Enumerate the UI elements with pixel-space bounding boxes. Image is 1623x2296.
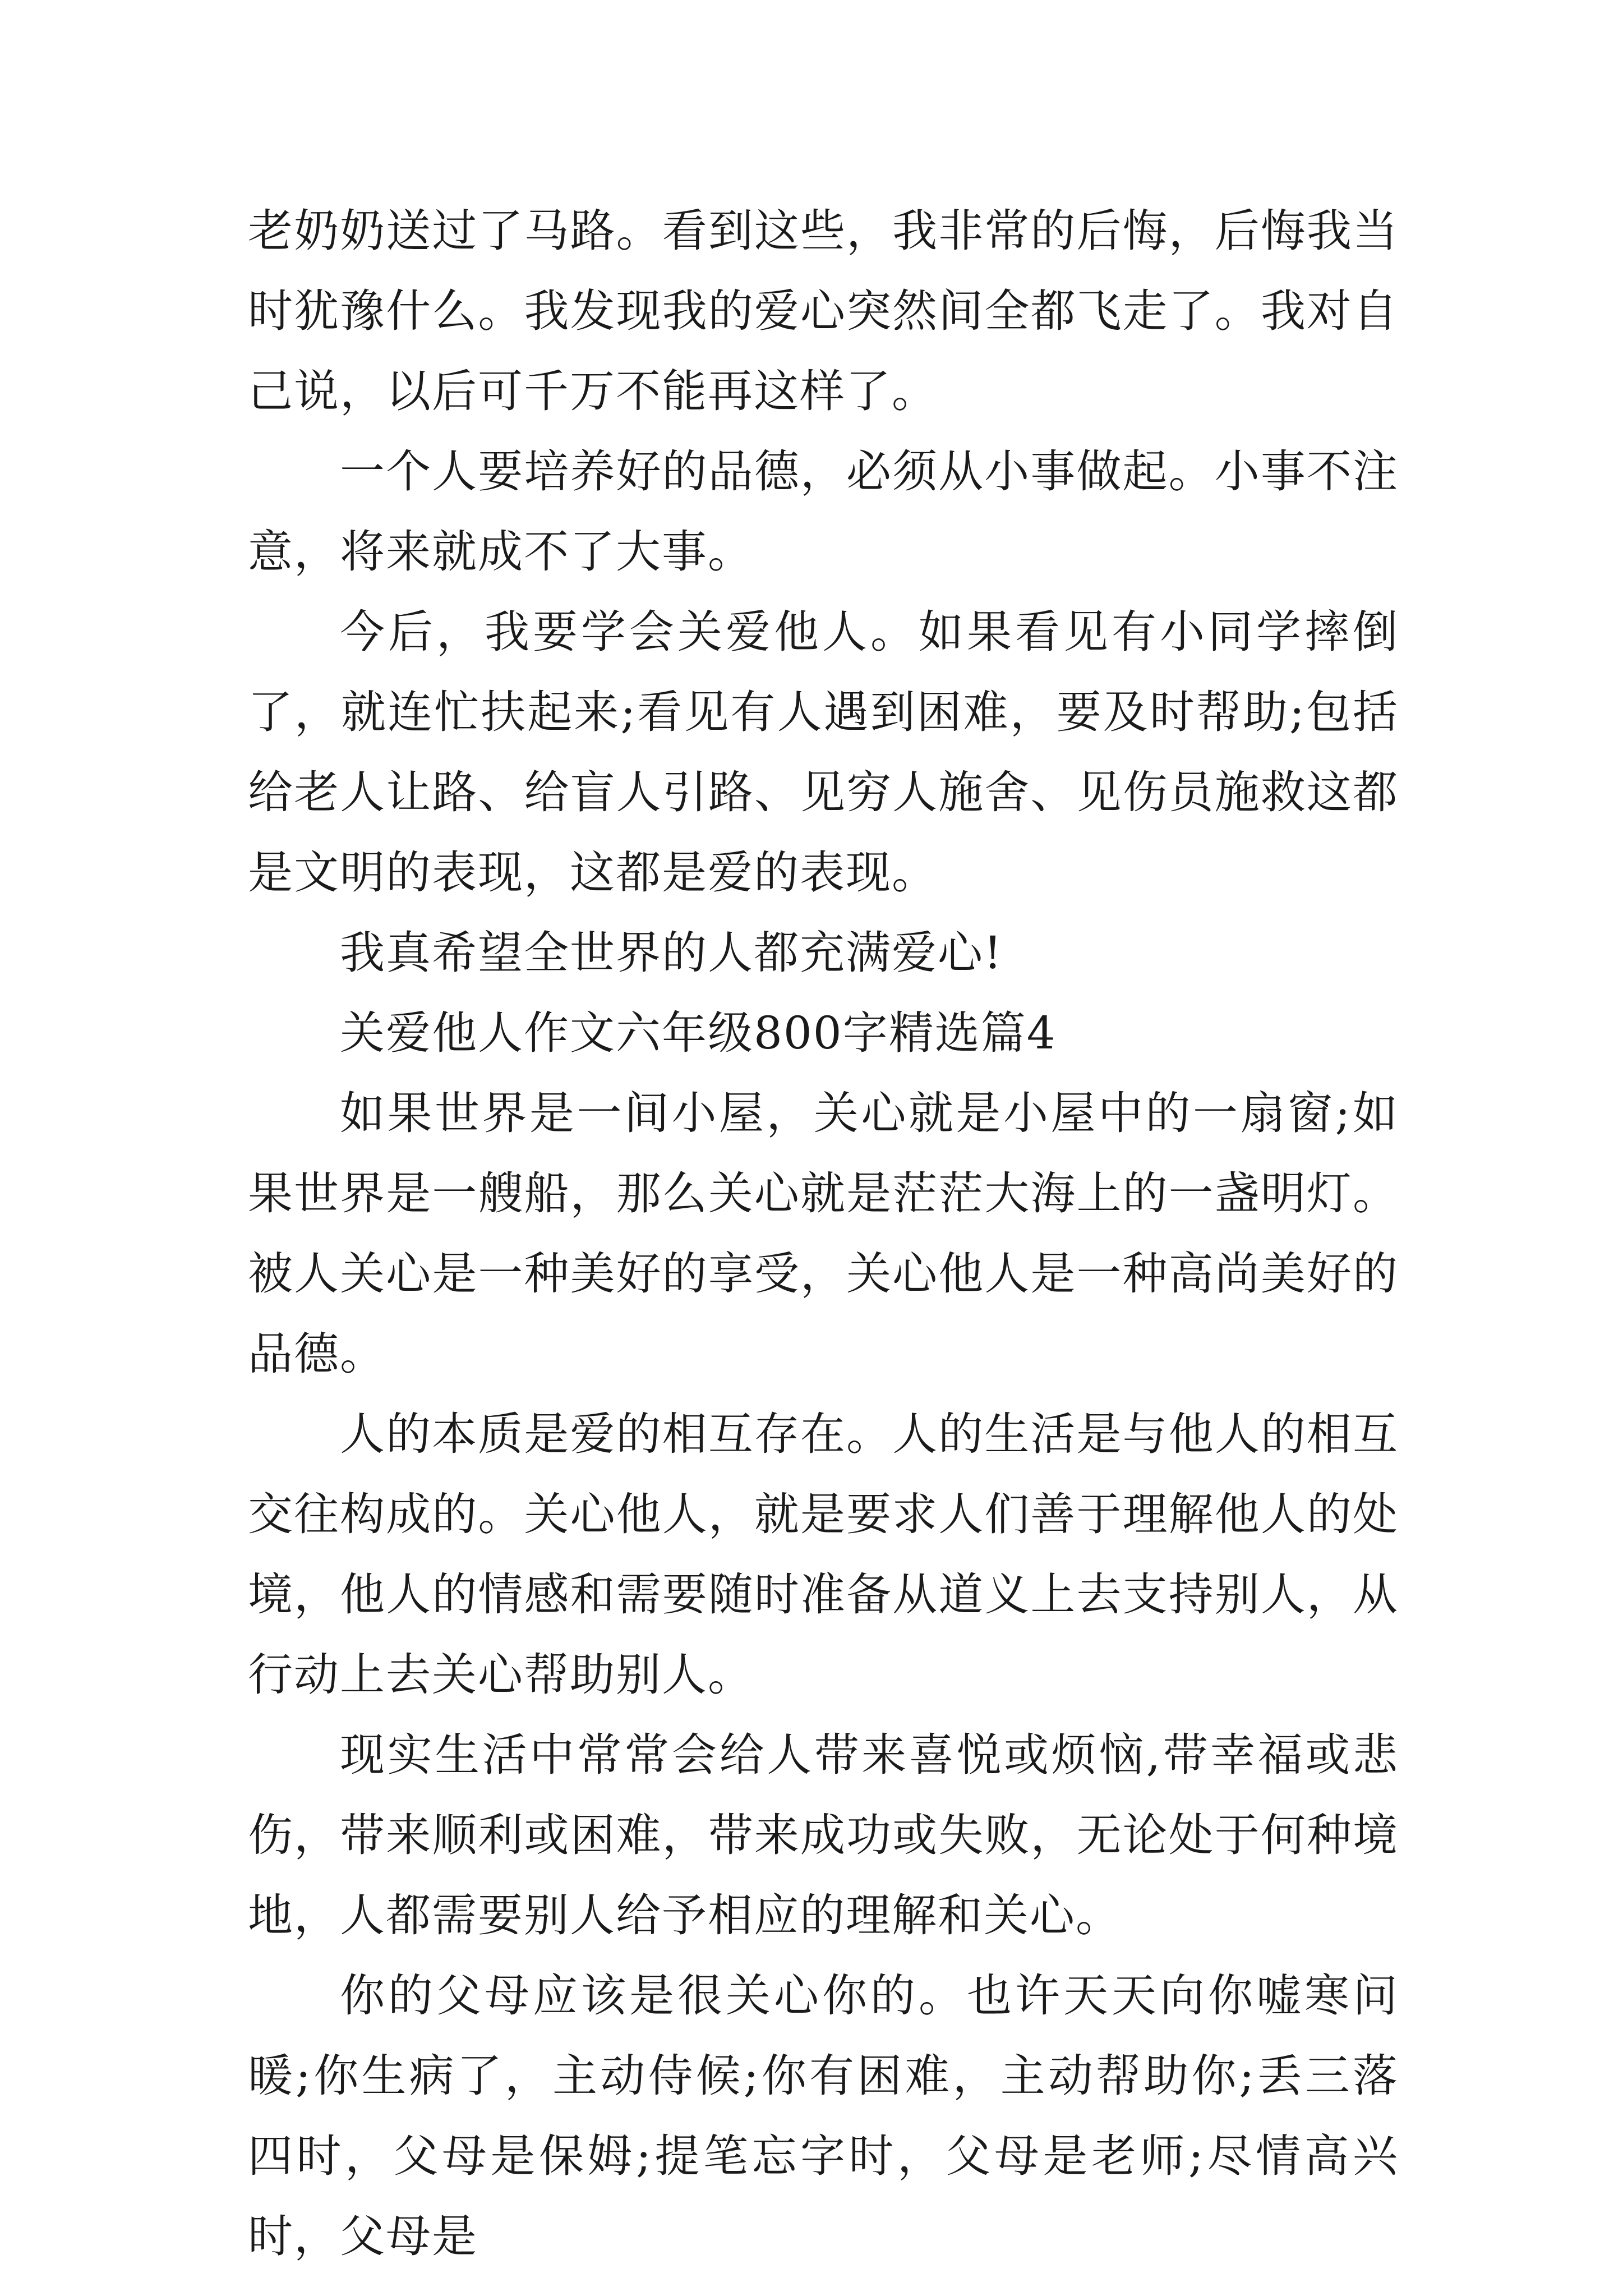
section-paragraph-3: 现实生活中常常会给人带来喜悦或烦恼,带幸福或悲伤，带来顺利或困难，带来成功或失败，无论处于何种境地，人都需要别人给予相应的理解和关心。 xyxy=(248,1729,1399,1941)
section-paragraph-1: 如果世界是一间小屋，关心就是小屋中的一扇窗;如果世界是一艘船，那么关心就是茫茫大海上的一盏明灯。被人关心是一种美好的享受，关心他人是一种高尚美好的品德。 xyxy=(248,1087,1399,1380)
section-paragraph-2: 人的本质是爱的相互存在。人的生活是与他人的相互交往构成的。关心他人，就是要求人们善于理解他人的处境，他人的情感和需要随时准备从道义上去支持别人，从行动上去关心帮助别人。 xyxy=(248,1408,1399,1701)
paragraph-4: 我真希望全世界的人都充满爱心! xyxy=(340,927,1003,979)
paragraph-1: 老奶奶送过了马路。看到这些，我非常的后悔，后悔我当时犹豫什么。我发现我的爱心突然间全都飞走了。我对自己说，以后可千万不能再这样了。 xyxy=(248,205,1399,417)
document-page xyxy=(248,191,1399,2276)
paragraph-3: 今后，我要学会关爱他人。如果看见有小同学摔倒了，就连忙扶起来;看见有人遇到困难，要及时帮助;包括给老人让路、给盲人引路、见穷人施舍、见伤员施救这都是文明的表现，这都是爱的表现。 xyxy=(248,606,1399,899)
section-paragraph-4: 你的父母应该是很关心你的。也许天天向你嘘寒问暖;你生病了，主动侍候;你有困难，主动帮助你;丢三落四时，父母是保姆;提笔忘字时，父母是老师;尽情高兴时，父母是 xyxy=(248,1970,1399,2262)
section-heading: 关爱他人作文六年级800字精选篇4 xyxy=(340,1007,1057,1059)
paragraph-2: 一个人要培养好的品德，必须从小事做起。小事不注意，将来就成不了大事。 xyxy=(248,445,1399,578)
